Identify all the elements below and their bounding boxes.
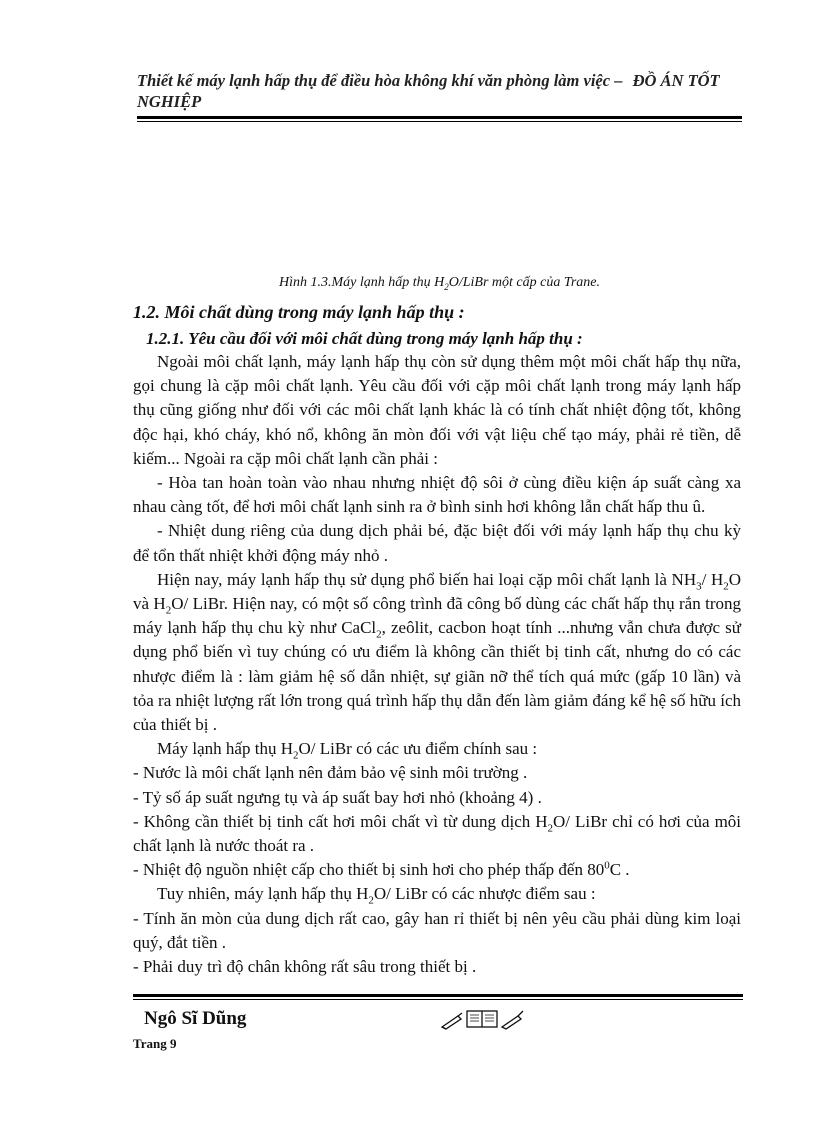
list-item: - Phải duy trì độ chân không rất sâu trong thiết bị .	[133, 957, 477, 977]
paragraph: Tuy nhiên, máy lạnh hấp thụ $H_2O/$ LiBr có các nhược điểm sau :	[157, 884, 596, 907]
paragraph: Hiện nay, máy lạnh hấp thụ sử dụng phổ biến hai loại cặp môi chất lạnh là $NH_3/$ $H_2O$ và $H_2O/$ LiBr. Hiện nay, có một số công trình đã công bố dùng các chất hấp thụ rắn trong máy lạnh hấp thụ chu kỳ như CaCl$_2$, zeôlit, cacbon hoạt tính ...nhưng vẫn chưa được sử dụng phổ biến vì tuy chúng có ưu điểm là không cần thiết bị tinh cất, nhưng do có các nhược điểm là : làm giảm hệ số dẫn nhiệt, sự giãn nỡ thể tích quá mức (gấp 10 lần) và tỏa ra nhiệt lượng rất lớn trong quá trình hấp thụ dẫn đến làm giảm đáng kể hệ số hữu ích của thiết bị .	[133, 569, 742, 735]
list-item: - Không cần thiết bị tinh cất hơi môi chất vì từ dung dịch $H_2O/$ LiBr chỉ có hơi của môi chất lạnh là nước thoát ra .	[133, 811, 742, 856]
body-text	[133, 350, 741, 979]
document-header	[137, 70, 742, 112]
section-heading: 1.2. Môi chất dùng trong máy lạnh hấp thụ :	[133, 302, 465, 322]
list-item: - Tỷ số áp suất ngưng tụ và áp suất bay hơi nhỏ (khoảng 4) .	[133, 787, 542, 807]
paragraph: Ngoài môi chất lạnh, máy lạnh hấp thụ còn sử dụng thêm một môi chất hấp thụ nữa, gọi chung là cặp môi chất lạnh. Yêu cầu đối với cặp môi chất lạnh trong máy lạnh hấp thụ cũng giống như đối với các môi chất lạnh khác là có tính chất nhiệt động tốt, không độc hại, khó cháy, khó nổ, không ăn mòn đối với vật liệu chế tạo máy, phải rẻ tiền, dễ kiếm... Ngoài ra cặp môi chất lạnh cần phải :	[133, 352, 741, 468]
footer-rule-thin	[133, 999, 743, 1000]
author-name: Ngô Sĩ Dũng	[144, 1008, 247, 1029]
header-tag: ĐỒ ÁN TỐT NGHIỆP	[137, 71, 720, 111]
list-item: - Tính ăn mòn của dung dịch rất cao, gây han rỉ thiết bị nên yêu cầu phải dùng kim loại quý, đắt tiền .	[133, 908, 741, 952]
header-rule-thin	[137, 121, 742, 122]
figure-caption: Hình 1.3.Máy lạnh hấp thụ $H_2O$/LiBr một cấp của Trane.	[278, 275, 601, 292]
page-number: Trang 9	[133, 1036, 177, 1051]
paragraph: - Nhiệt dung riêng của dung dịch phải bé, đặc biệt đối với máy lạnh hấp thụ chu kỳ để tổn thất nhiệt khởi động máy nhỏ .	[133, 521, 741, 565]
header-rule-thick	[137, 116, 742, 119]
footer-rule-thick	[133, 994, 743, 997]
book-and-pens-icon	[440, 1008, 526, 1030]
paragraph: Máy lạnh hấp thụ $H_2O/$ LiBr có các ưu điểm chính sau :	[157, 739, 538, 762]
subsection-heading: 1.2.1. Yêu cầu đối với môi chất dùng trong máy lạnh hấp thụ :	[146, 329, 583, 348]
header-dash: –	[614, 71, 623, 90]
paragraph: - Hòa tan hoàn toàn vào nhau nhưng nhiệt độ sôi ở cùng điều kiện áp suất càng xa nhau càng tốt, để hơi môi chất lạnh sinh ra ở bình sinh hơi không lẫn chất hấp thu û.	[133, 473, 741, 517]
list-item: - Nước là môi chất lạnh nên đảm bảo vệ sinh môi trường .	[133, 763, 528, 783]
list-item: - Nhiệt độ nguồn nhiệt cấp cho thiết bị sinh hơi cho phép thấp đến $80^0C$ .	[133, 859, 630, 880]
header-title: Thiết kế máy lạnh hấp thụ để điều hòa không khí văn phòng làm việc	[137, 71, 611, 90]
